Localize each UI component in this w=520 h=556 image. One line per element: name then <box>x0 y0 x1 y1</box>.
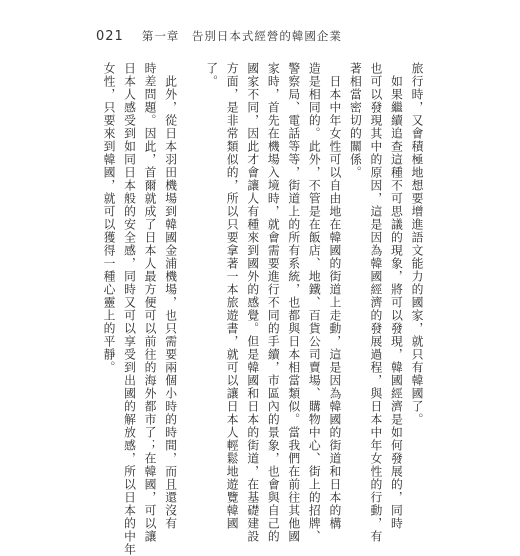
text-column: 造是相同的。此外，不管是在飯店、地鐵、百貨公司賣場、購物中心、街上的招牌、 <box>307 62 322 543</box>
text-column: 日本人感受到如同日本般的安全感，同時又可以享受到出國的解放感，所以日本的中年 <box>122 62 137 556</box>
text-column: 時差問題。因此，首爾就成了日本人最方便可以前往的海外都市了；在韓國，可以讓 <box>143 62 158 543</box>
page-number: 021 <box>96 29 124 44</box>
text-column: 旅行時，又會積極地想要增進語文能力的國家，就只有韓國了。 <box>409 62 424 426</box>
text-column: 國家不同，因此才會讓人有種來到國外的感覺。但是韓國和日本的街道，在基礎建設 <box>245 62 260 543</box>
page-header <box>96 28 342 44</box>
paragraph-gap <box>182 62 196 440</box>
text-column: 如果繼續追查這種不可思議的現象，將可以發現，韓國經濟是如何發展的，同時 <box>389 62 404 530</box>
text-column: 此外，從日本羽田機場到韓國金浦機場，也只需要兩個小時的時間，而且還沒有 <box>163 62 178 530</box>
vertical-text-body <box>100 62 424 556</box>
text-column: 了。 <box>204 62 219 88</box>
text-column: 日本中年女性可以自由地在韓國的街道上走動，這是因為韓國的街道和日本的構 <box>327 62 342 530</box>
text-column: 家時，首先在機場入境時，就會需要進行不同的手續，市區內的景象，也會與自己的 <box>266 62 281 543</box>
text-column: 女性，只要來到韓國，就可以獲得一種心靈上的平靜。 <box>102 62 116 374</box>
text-column: 警察局、電話等等，街道上的所有系統，也都與日本相當類似。當我們在前往其他國 <box>286 62 301 543</box>
chapter-title: 第一章 告別日本式經營的韓國企業 <box>141 29 342 43</box>
text-column: 著相當密切的關係。 <box>348 62 363 179</box>
text-column: 方面，是非常類似的，所以只要拿著一本旅遊書，就可以讓日本人輕鬆地遊覽韓國 <box>225 62 240 530</box>
text-column: 也可以發現其中的原因，這是因為韓國經濟的發展過程，與日本中年女性的行動，有 <box>368 62 383 543</box>
